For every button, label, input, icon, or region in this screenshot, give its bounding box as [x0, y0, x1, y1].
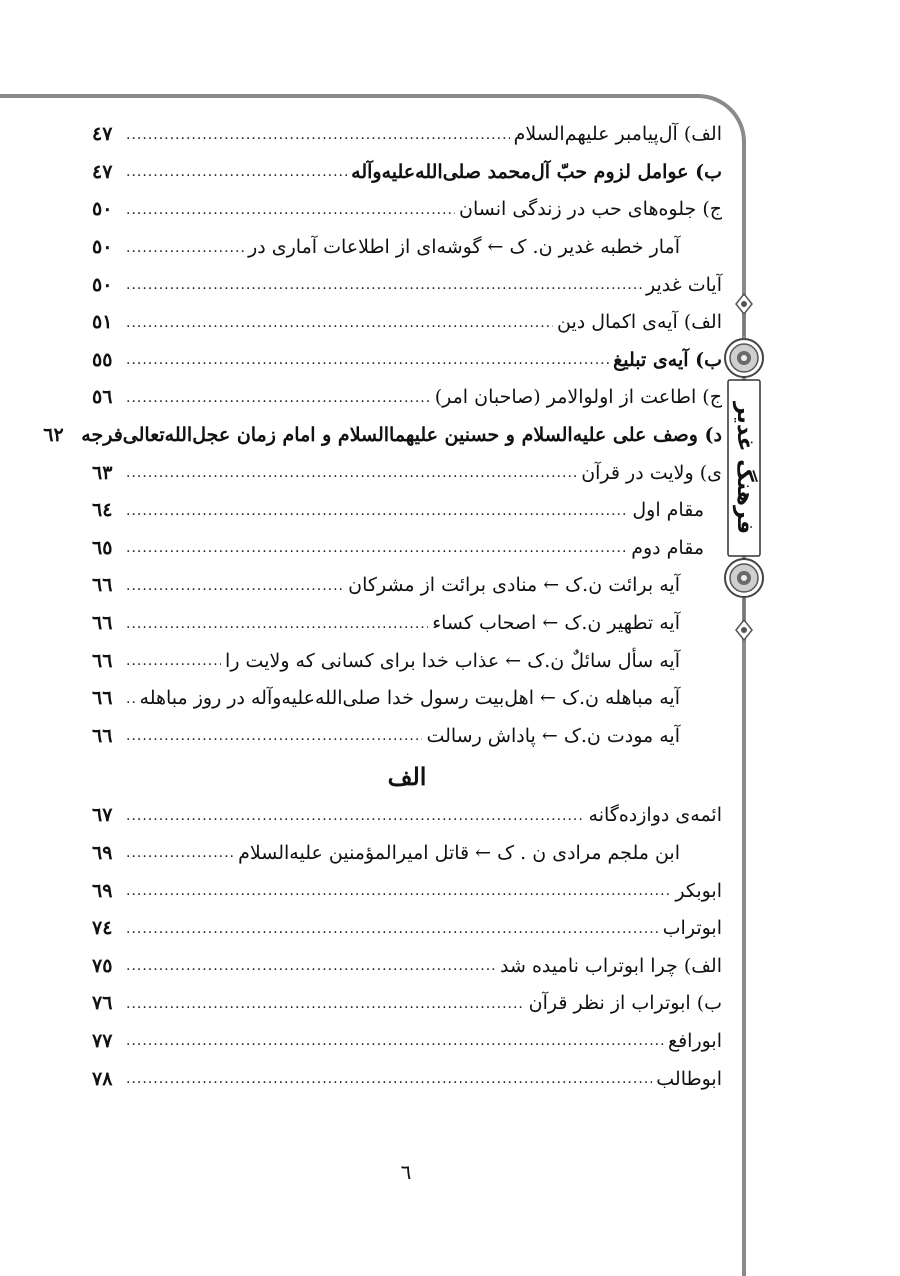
- toc-entry-title: ابن ملجم مرادی ن . ک ← قاتل امیرالمؤمنین علیه‌السلام: [238, 841, 680, 864]
- toc-entry[interactable]: [43, 417, 722, 455]
- dot-leader: [126, 959, 496, 973]
- toc-entry-title: د) وصف علی علیه‌السلام و حسنین علیهماالسلام و امام زمان عجل‌الله‌تعالی‌فرجه: [81, 424, 722, 447]
- toc-entry-title: ب) ابوتراب از نظر قرآن: [528, 992, 722, 1015]
- toc-entry-page: ٦٧: [92, 804, 113, 827]
- flourish-top-icon: [736, 294, 752, 336]
- toc-entry[interactable]: [92, 116, 722, 154]
- toc-entry[interactable]: [92, 797, 722, 835]
- dot-leader: [126, 203, 455, 217]
- toc-group-after: [92, 797, 722, 1098]
- toc-entry-page: ٥٥: [92, 348, 113, 371]
- toc-entry-title: آیه مباهله ن.ک ← اهل‌بیت رسول خدا صلی‌الله‌علیه‌وآله در روز مباهله: [139, 687, 680, 710]
- dot-leader: [126, 579, 344, 593]
- dot-leader: [126, 316, 553, 330]
- dot-leader: [126, 278, 642, 292]
- toc-entry[interactable]: [92, 379, 722, 417]
- toc-entry-page: ٤٧: [92, 160, 113, 183]
- side-ornament: [722, 292, 766, 644]
- toc-entry-page: ٦٣: [92, 461, 113, 484]
- toc-entry[interactable]: [92, 229, 722, 267]
- toc-entry-title: آیه مودت ن.ک ← پاداش رسالت: [426, 724, 680, 747]
- page-frame-top-rule: [0, 94, 700, 98]
- toc-entry-page: ٥٦: [92, 386, 113, 409]
- medallion-top-icon: [725, 339, 763, 377]
- dot-leader: [126, 391, 431, 405]
- toc-entry[interactable]: [92, 567, 722, 605]
- dot-leader: [126, 654, 221, 668]
- table-of-contents: [43, 116, 722, 1098]
- toc-entry-title: ج) جلوه‌های حب در زندگی انسان: [459, 198, 722, 221]
- dot-leader: [126, 922, 659, 936]
- toc-entry-page: ٥٠: [92, 273, 113, 296]
- toc-entry[interactable]: [92, 454, 722, 492]
- toc-entry-title: ب) عوامل لزوم حبّ آل‌محمد صلی‌الله‌علیه‌وآله: [351, 160, 722, 183]
- toc-entry-title: ابوطالب: [656, 1067, 722, 1090]
- toc-entry-page: ٧٧: [92, 1029, 113, 1052]
- toc-entry[interactable]: [92, 1060, 722, 1098]
- toc-group-before: [43, 116, 722, 755]
- toc-entry-page: ٦٦: [92, 574, 113, 597]
- dot-leader: [126, 165, 347, 179]
- toc-entry-title: آیه برائت ن.ک ← منادی برائت از مشرکان: [348, 574, 680, 597]
- toc-entry-page: ٧٦: [92, 992, 113, 1015]
- toc-entry-page: ٦٩: [92, 879, 113, 902]
- toc-entry-title: مقام اول: [632, 499, 704, 522]
- toc-entry-title: ائمه‌ی دوازده‌گانه: [588, 804, 722, 827]
- toc-entry-title: آمار خطبه غدیر ن. ک ← گوشه‌ای از اطلاعات آماری در: [248, 236, 680, 259]
- toc-entry-title: آیات غدیر: [646, 273, 722, 296]
- toc-entry[interactable]: [92, 642, 722, 680]
- dot-leader: [126, 729, 422, 743]
- toc-entry[interactable]: [92, 910, 722, 948]
- toc-entry-page: ٦٩: [92, 841, 113, 864]
- toc-entry[interactable]: [92, 342, 722, 380]
- toc-entry[interactable]: [92, 947, 722, 985]
- toc-entry[interactable]: [92, 872, 722, 910]
- toc-entry[interactable]: [92, 718, 722, 756]
- dot-leader: [126, 997, 525, 1011]
- dot-leader: [126, 617, 428, 631]
- toc-entry[interactable]: [92, 835, 722, 873]
- medallion-bottom-icon: [725, 559, 763, 597]
- page-number: ٦: [400, 1160, 412, 1184]
- toc-entry[interactable]: [92, 605, 722, 643]
- side-title: فرهنگ غدیر: [732, 401, 757, 535]
- dot-leader: [126, 541, 627, 555]
- toc-entry-title: ب) آیه‌ی تبلیغ: [613, 348, 722, 371]
- toc-entry-title: الف) چرا ابوتراب نامیده شد: [500, 954, 722, 977]
- toc-entry-page: ٥١: [92, 311, 113, 334]
- toc-entry[interactable]: [92, 680, 722, 718]
- dot-leader: [126, 504, 628, 518]
- dot-leader: [126, 466, 577, 480]
- toc-entry-page: ٦٤: [92, 499, 113, 522]
- dot-leader: [126, 1072, 652, 1086]
- toc-entry-title: ابوبکر: [675, 879, 722, 902]
- dot-leader: [126, 1034, 664, 1048]
- toc-entry[interactable]: [92, 266, 722, 304]
- toc-entry-page: ٥٠: [92, 198, 113, 221]
- dot-leader: [126, 128, 510, 142]
- toc-entry-title: آیه سأل سائلٌ ن.ک ← عذاب خدا برای کسانی که ولایت را: [225, 649, 680, 672]
- toc-entry-title: مقام دوم: [631, 536, 704, 559]
- toc-entry-title: ابورافع: [667, 1029, 722, 1052]
- toc-entry[interactable]: [92, 304, 722, 342]
- dot-leader: [126, 884, 671, 898]
- toc-entry-page: ٦٦: [92, 687, 113, 710]
- dot-leader: [126, 846, 234, 860]
- toc-entry[interactable]: [92, 154, 722, 192]
- toc-entry-page: ٤٧: [92, 123, 113, 146]
- toc-entry-title: ی) ولایت در قرآن: [581, 461, 722, 484]
- toc-entry-title: ابوتراب: [662, 917, 722, 940]
- toc-entry-page: ٧٥: [92, 954, 113, 977]
- toc-entry[interactable]: [92, 1023, 722, 1061]
- toc-entry-page: ٦٦: [92, 649, 113, 672]
- toc-entry-title: آیه تطهیر ن.ک ← اصحاب کساء: [432, 612, 680, 635]
- toc-entry-page: ٦٥: [92, 536, 113, 559]
- dot-leader: [126, 692, 136, 706]
- toc-entry-title: الف) آیه‌ی اکمال دین: [556, 311, 722, 334]
- toc-entry-title: الف) آل‌پیامبر علیهم‌السلام: [513, 123, 722, 146]
- toc-entry-page: ٧٨: [92, 1067, 113, 1090]
- toc-entry[interactable]: [92, 530, 722, 568]
- toc-entry-page: ٦٦: [92, 724, 113, 747]
- toc-entry-page: ٦٦: [92, 612, 113, 635]
- toc-entry-title: ج) اطاعت از اولوالامر (صاحبان امر): [434, 386, 722, 409]
- dot-leader: [126, 809, 585, 823]
- section-letter-heading: الف: [387, 761, 427, 791]
- toc-entry[interactable]: [92, 985, 722, 1023]
- toc-entry-page: ٥٠: [92, 236, 113, 259]
- toc-entry-page: ٧٤: [92, 917, 113, 940]
- toc-entry[interactable]: [92, 191, 722, 229]
- dot-leader: [126, 241, 244, 255]
- dot-leader: [126, 353, 609, 367]
- toc-entry[interactable]: [92, 492, 722, 530]
- flourish-bottom-icon: [736, 598, 752, 640]
- toc-entry-page: ٦٢: [43, 424, 64, 447]
